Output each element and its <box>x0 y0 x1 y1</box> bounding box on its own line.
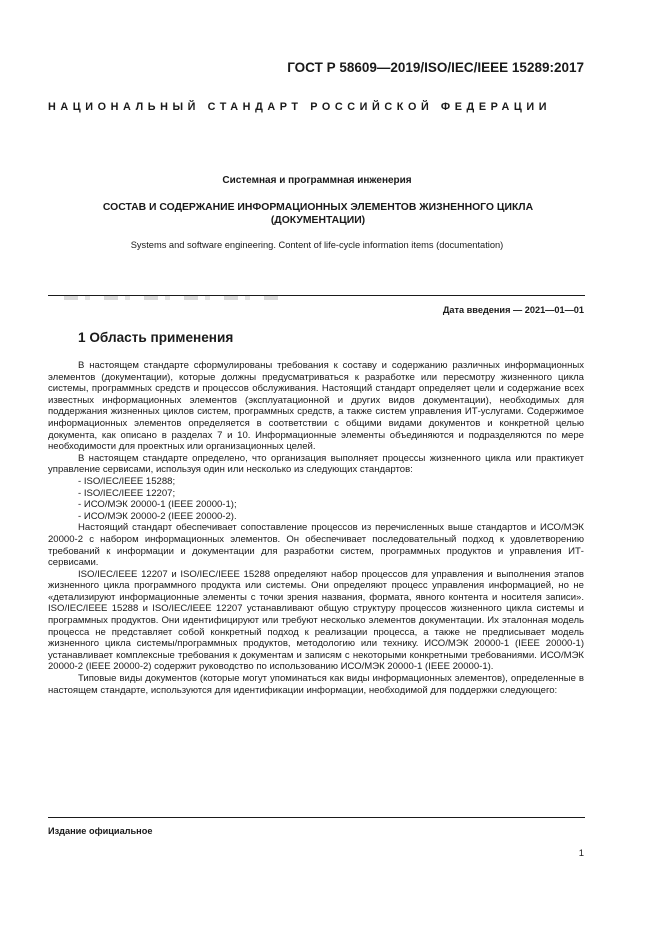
paragraph: В настоящем стандарте сформулированы требования к составу и содержанию различных информационных элементов (документации), которые должны предусматриваться к разработке или пересмотру жизненного цикла системы, программных средств и процессов обслуживания. Настоящий стандарт определяет цели и содержание всех известных информационных элементов (эксплуатационной и других видов документации), необходимых для поддержания жизненных циклов систем, программных средств, а также систем управления ИТ-услугами. Содержимое информационных элементов определяется в соответствии с общими видами документов и конкретной целью документа, как описано в разделах 7 и 10. Информационные элементы объединяются и подразделяются по мере необходимости для проектных или организационных целей. <box>48 360 584 453</box>
english-title: Systems and software engineering. Content of life-cycle information items (documentation) <box>130 240 504 250</box>
list-item: - ISO/IEC/IEEE 12207; <box>78 487 176 499</box>
list-item: - ISO/IEC/IEEE 15288; <box>78 475 176 487</box>
document-title <box>60 201 576 227</box>
document-title-line-1: СОСТАВ И СОДЕРЖАНИЕ ИНФОРМАЦИОННЫХ ЭЛЕМЕНТОВ ЖИЗНЕННОГО ЦИКЛА <box>102 202 534 213</box>
page-number: 1 <box>578 848 584 859</box>
paragraph: В настоящем стандарте определено, что организация выполняет процессы жизненного цикла или практикует управление сервисами, используя один или несколько из следующих стандартов: <box>48 452 584 476</box>
paragraph: ISO/IEC/IEEE 12207 и ISO/IEC/IEEE 15288 определяют набор процессов для управления и выполнения этапов жизненного цикла программного продукта или системы. Они определяют процесс управления информацией, но не «детализируют информационные элементы с точки зрения названия, формата, явного контента и носителя записи». ISO/IEC/IEEE 15288 и ISO/IEC/IEEE 12207 устанавливают общую структуру процессов жизненного цикла системы и программных продуктов. Они идентифицируют или требуют несколько элементов документации. Их эталонная модель процесса не представляет собой конкретный подход к реализации процесса, а также не предписывает модель жизненного цикла системы/программных продуктов, методологию или технику. ИСО/МЭК 20000-1 (IEEE 20000-1) устанавливает комплексные требования к документам и записям с некоторыми конкретными требованиями. ИСО/МЭК 20000-2 (IEEE 20000-2) содержит руководство по использованию ИСО/МЭК 20000-1 (IEEE 20000-1). <box>48 568 584 673</box>
domain-title: Системная и программная инженерия <box>222 175 412 186</box>
introduction-date: Дата введения — 2021—01—01 <box>442 305 584 315</box>
document-title-line-2: (ДОКУМЕНТАЦИИ) <box>270 215 366 226</box>
paragraph: Типовые виды документов (которые могут упоминаться как виды информационных элементов), определенные в настоящем стандарте, используются для идентификации информации, необходимой для поддержки следующего: <box>48 673 584 696</box>
national-standard-banner: НАЦИОНАЛЬНЫЙ СТАНДАРТ РОССИЙСКОЙ ФЕДЕРАЦИИ <box>48 101 552 113</box>
section-heading: 1 Область применения <box>78 330 234 345</box>
paragraph: Настоящий стандарт обеспечивает сопоставление процессов из перечисленных выше стандартов и ИСО/МЭК 20000-2 с набором информационных элементов. Он обеспечивает последовательный подход к удовлетворению требований к информации и документации для разработки систем, программных продуктов и управления ИТ-сервисами. <box>48 522 584 569</box>
standard-number: ГОСТ Р 58609—2019/ISO/IEC/IEEE 15289:2017 <box>287 60 584 75</box>
scan-artifact <box>64 296 284 300</box>
standards-list <box>48 476 584 522</box>
footer-divider <box>48 817 585 818</box>
section-body <box>48 360 584 696</box>
list-item: - ИСО/МЭК 20000-1 (IEEE 20000-1); <box>78 499 237 511</box>
edition-label: Издание официальное <box>48 826 153 836</box>
list-item: - ИСО/МЭК 20000-2 (IEEE 20000-2). <box>78 510 237 522</box>
